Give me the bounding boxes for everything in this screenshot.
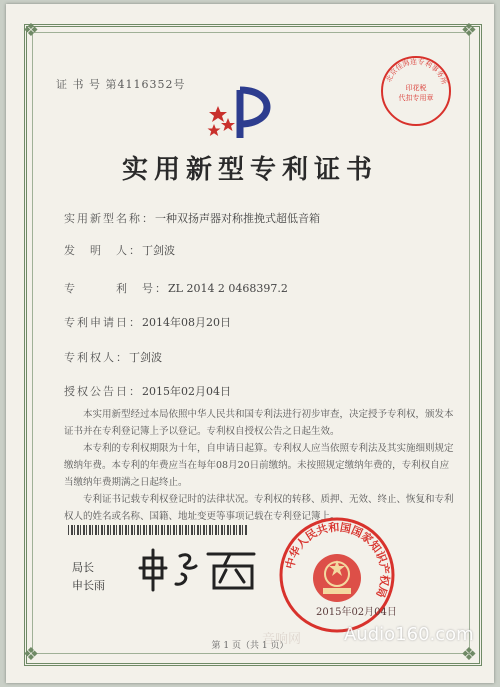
field-value: 2014年08月20日	[142, 316, 231, 329]
field-value: 一种双扬声器对称推挽式超低音箱	[155, 212, 320, 225]
watermark-right: Audio160.com	[344, 624, 474, 645]
field-value: ZL 2014 2 0468397.2	[168, 282, 288, 295]
seal-ring-text: 中华人民共和国国家知识产权局	[283, 520, 392, 600]
official-signature	[136, 544, 266, 598]
field-value: 丁剑波	[129, 351, 162, 364]
paragraph-grant-decision: 本实用新型经过本局依照中华人民共和国专利法进行初步审查，决定授予专利权，颁发本证书并在专利登记簿上予以登记。专利权自授权公告之日起生效。	[64, 409, 454, 437]
field-label: 专利申请日：	[64, 316, 142, 329]
field-application-date	[64, 314, 231, 330]
certificate-paper	[6, 4, 494, 683]
certificate-number: 证 书 号 第4116352号	[56, 78, 186, 91]
corner-ornament-icon: ❖	[22, 644, 40, 665]
official-role: 局长	[72, 561, 94, 574]
field-label: 实用新型名称：	[64, 212, 155, 225]
field-label: 发 明 人：	[64, 244, 142, 257]
tax-seal	[379, 54, 453, 132]
tax-seal-ring-text: 北京佳海连专利事务所	[384, 57, 449, 86]
official-seal	[278, 516, 396, 638]
svg-text:北京佳海连专利事务所	[384, 57, 449, 86]
field-label: 授权公告日：	[64, 385, 142, 398]
field-label: 专利权人：	[64, 351, 129, 364]
patent-office-logo	[206, 84, 286, 146]
field-inventor	[64, 242, 175, 258]
field-patentee	[64, 349, 162, 365]
field-patent-number	[64, 280, 288, 296]
corner-ornament-icon: ❖	[460, 20, 478, 41]
official-name: 申长雨	[72, 579, 105, 592]
page-number: 第 1 页（共 1 页）	[211, 641, 289, 651]
paragraph-legal-status: 专利证书记载专利权登记时的法律状况。专利权的转移、质押、无效、终止、恢复和专利权人的姓名或名称、国籍、地址变更等事项记载在专利登记簿上。	[64, 494, 454, 522]
field-value: 2015年02月04日	[142, 385, 231, 398]
corner-ornament-icon: ❖	[22, 20, 40, 41]
tax-seal-line: 代扣专用章	[398, 94, 434, 102]
field-grant-date	[64, 383, 231, 399]
field-value: 丁剑波	[142, 244, 175, 257]
watermark-left: 音响网	[262, 632, 302, 647]
barcode	[68, 525, 248, 535]
tax-seal-line: 印花税	[405, 84, 427, 92]
field-label: 专 利 号：	[64, 282, 168, 295]
seal-date: 2015年02月04日	[316, 607, 397, 618]
field-utility-model-name	[64, 210, 320, 226]
paragraph-term-and-fees: 本专利的专利权期限为十年，自申请日起算。专利权人应当依照专利法及其实施细则规定缴纳年费。本专利的年费应当在每年08月20日前缴纳。未按照规定缴纳年费的，专利权自应当缴纳年费期满之日起终止。	[64, 443, 454, 488]
certificate-title: 实用新型专利证书	[121, 155, 378, 185]
corner-ornament-icon: ❖	[460, 644, 478, 665]
